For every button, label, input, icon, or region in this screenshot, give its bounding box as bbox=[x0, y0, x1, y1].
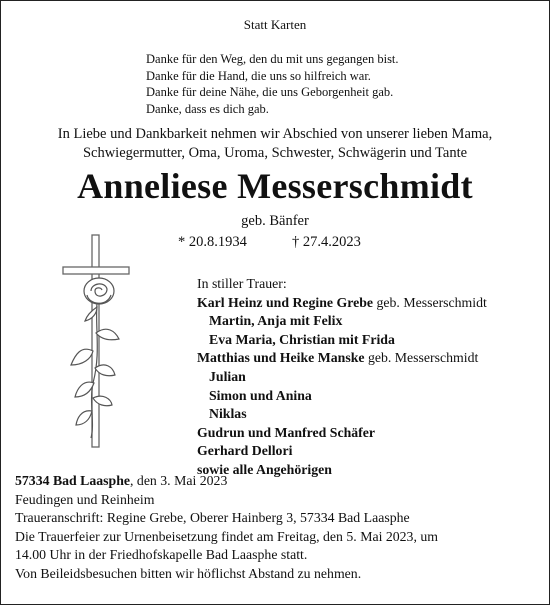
mourners-list bbox=[197, 275, 487, 480]
family-names: Matthias und Heike Manske bbox=[197, 350, 365, 366]
place: 57334 Bad Laasphe bbox=[15, 473, 131, 488]
poem bbox=[146, 51, 399, 117]
intro-text bbox=[1, 125, 549, 163]
death-date: † 27.4.2023 bbox=[292, 234, 361, 250]
family-suffix: geb. Messerschmidt bbox=[373, 294, 487, 310]
mourner-name: Eva Maria, Christian mit Frida bbox=[209, 331, 395, 347]
mourner-name: Julian bbox=[209, 368, 246, 384]
family-suffix: geb. Messerschmidt bbox=[364, 350, 479, 366]
mourner-name: Simon und Anina bbox=[209, 387, 312, 403]
footer-line: Von Beileidsbesuchen bitten wir höflichst Abstand zu nehmen. bbox=[15, 565, 362, 581]
intro-line: In Liebe und Dankbarkeit nehmen wir Abschied von unserer lieben Mama, bbox=[57, 126, 493, 142]
header-text: Statt Karten bbox=[243, 17, 307, 32]
birth-name: geb. Bänfer bbox=[241, 213, 309, 229]
footer-line: Feudingen und Reinheim bbox=[15, 491, 155, 507]
mourning-address: Traueranschrift: Regine Grebe, Oberer Hainberg 3, 57334 Bad Laasphe bbox=[15, 510, 410, 526]
poem-line: Danke für deine Nähe, die uns Geborgenheit gab. bbox=[146, 85, 394, 99]
cross-with-rose-icon bbox=[61, 233, 131, 449]
mourner-name: Martin, Anja mit Felix bbox=[209, 313, 343, 329]
poem-line: Danke für die Hand, die uns so hilfreich war. bbox=[146, 68, 371, 83]
place-date-line bbox=[15, 472, 438, 491]
mourner-name: Niklas bbox=[209, 406, 247, 422]
footer-info bbox=[15, 472, 438, 584]
mourner-name: Gerhard Dellori bbox=[197, 443, 293, 459]
footer-line: Die Trauerfeier zur Urnenbeisetzung findet am Freitag, den 5. Mai 2023, um bbox=[15, 528, 438, 544]
intro-line: Schwiegermutter, Oma, Uroma, Schwester, Schwägerin und Tante bbox=[82, 145, 468, 161]
mourner-name: Gudrun und Manfred Schäfer bbox=[197, 424, 375, 440]
family-names: Karl Heinz und Regine Grebe bbox=[197, 294, 374, 310]
deceased-name: Anneliese Messerschmidt bbox=[77, 166, 473, 206]
poem-line: Danke für den Weg, den du mit uns gegangen bist. bbox=[146, 52, 399, 66]
mourner-family bbox=[197, 294, 487, 313]
mourner-family bbox=[197, 349, 487, 368]
mourner-name: sowie alle Angehörigen bbox=[197, 461, 332, 477]
mourners-heading: In stiller Trauer: bbox=[197, 276, 287, 291]
date: , den 3. Mai 2023 bbox=[130, 473, 228, 488]
poem-line: Danke, dass es dich gab. bbox=[146, 101, 269, 116]
birth-date: * 20.8.1934 bbox=[178, 234, 247, 250]
footer-line: 14.00 Uhr in der Friedhofskapelle Bad Laasphe statt. bbox=[15, 547, 308, 563]
